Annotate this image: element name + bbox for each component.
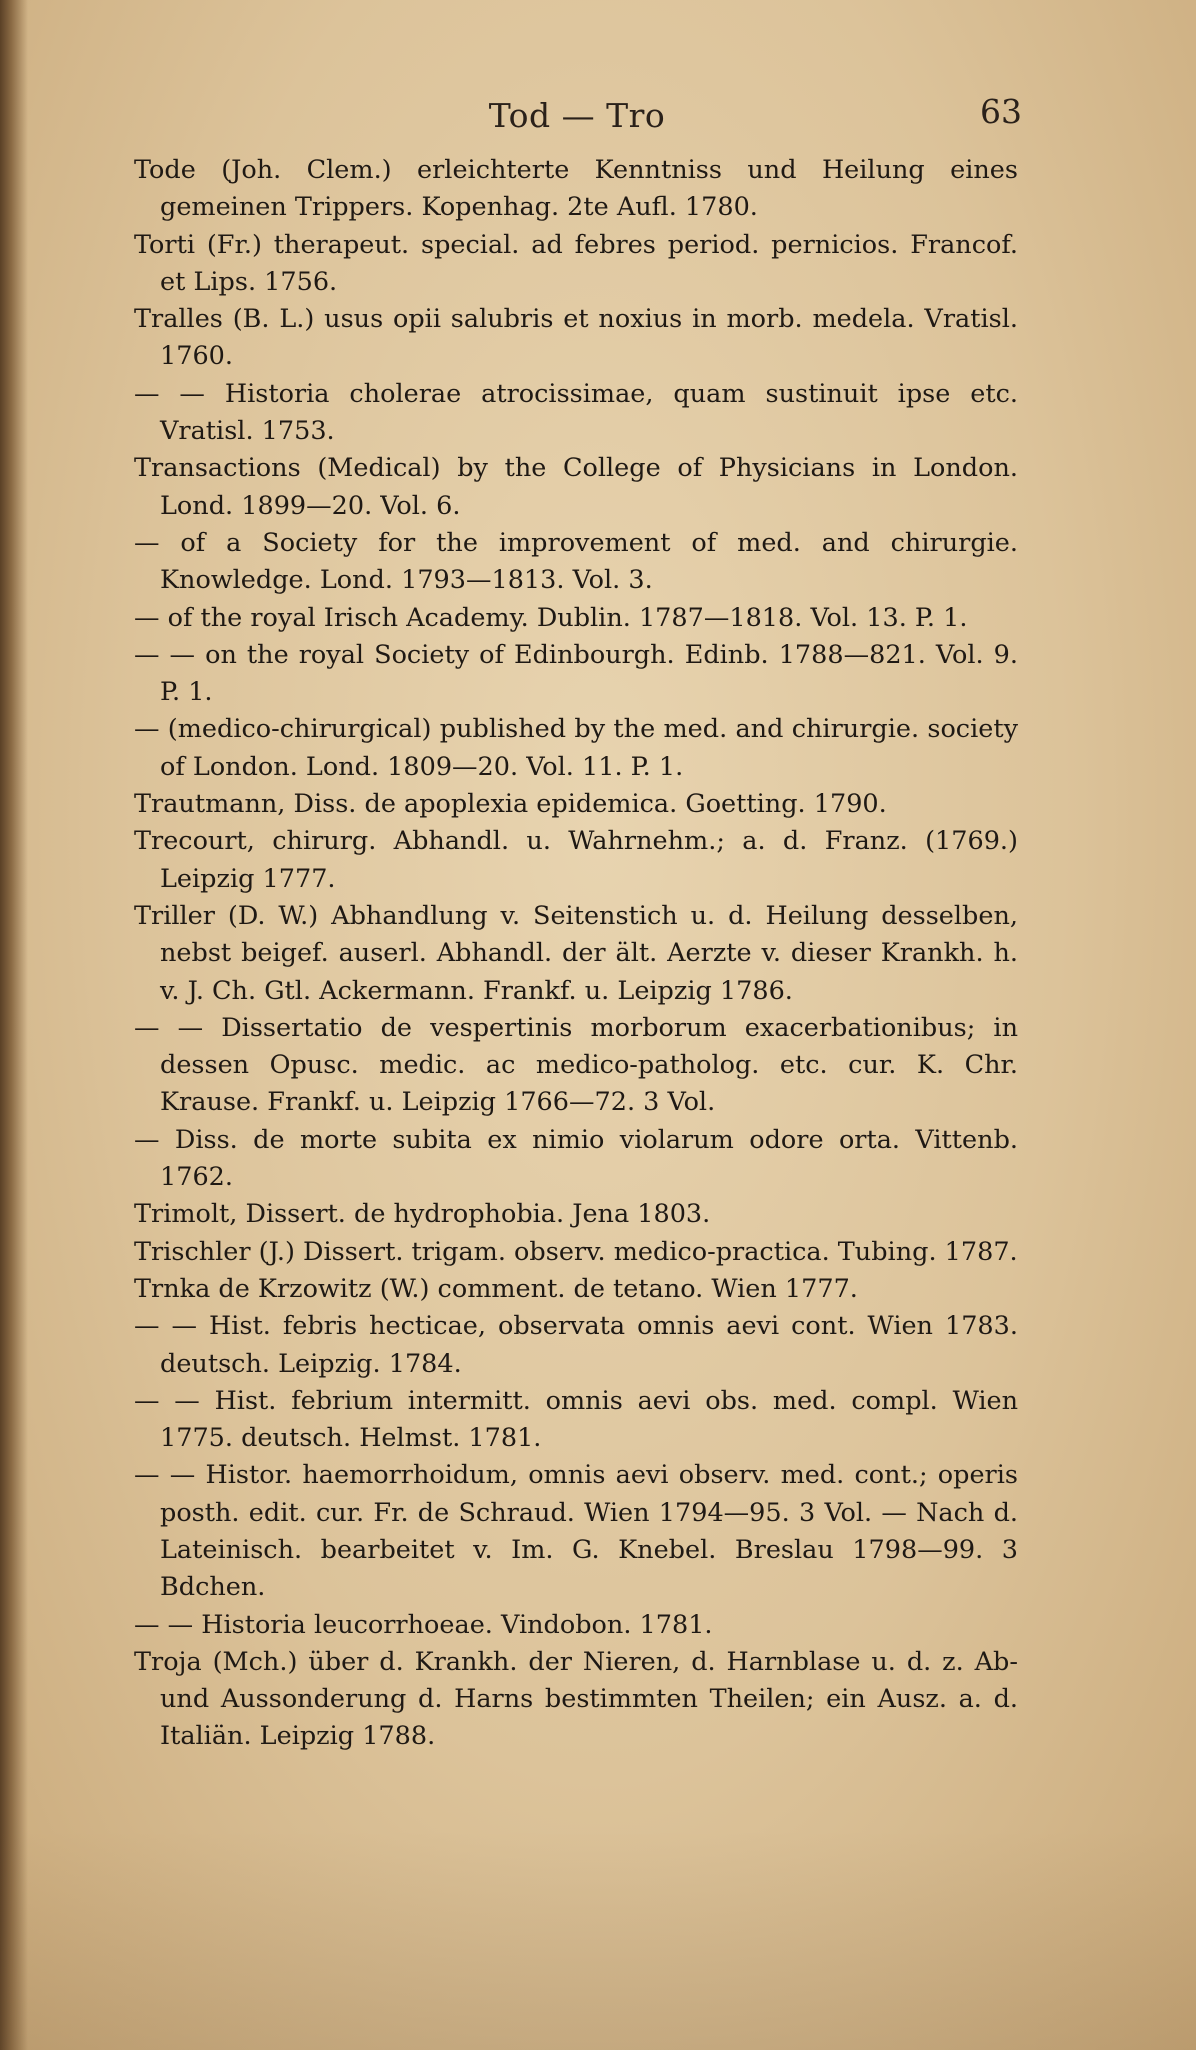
bibliography-entry: Tode (Joh. Clem.) erleichterte Kenntniss und Heilung eines gemeinen Trippers. Kopenhag. 2te Aufl. 1780. — [134, 155, 1018, 223]
bibliography-entry: — — Dissertatio de vespertinis morborum exacerbationibus; in dessen Opusc. medic. ac medico-patholog. etc. cur. K. Chr. Krause. Frankf. u. Leipzig 1766—72. 3 Vol. — [134, 1012, 1018, 1118]
bibliography-entry: — — Historia cholerae atrocissimae, quam sustinuit ipse etc. Vratisl. 1753. — [134, 378, 1018, 447]
bibliography-entry: Transactions (Medical) by the College of Physicians in London. Lond. 1899—20. Vol. 6. — [134, 453, 1018, 521]
page-number: 63 — [980, 92, 1022, 131]
bibliography-entry: Trnka de Krzowitz (W.) comment. de tetano. Wien 1777. — [134, 1273, 858, 1304]
bibliography-entry: — — Histor. haemorrhoidum, omnis aevi observ. med. cont.; operis posth. edit. cur. Fr. de Schraud. Wien 1794—95. 3 Vol. — Nach d. Lateinisch. bearbeitet v. Im. G. Knebel. Breslau 1798—99. 3 Bdchen. — [134, 1460, 1018, 1603]
bibliography-entry: Trautmann, Diss. de apoplexia epidemica. Goetting. 1790. — [134, 789, 887, 820]
bibliography-entry: — — Hist. febris hecticae, observata omnis aevi cont. Wien 1783. deutsch. Leipzig. 1784. — [134, 1311, 1018, 1379]
bibliography-entry: Tralles (B. L.) usus opii salubris et noxius in morb. medela. Vratisl. 1760. — [134, 304, 1018, 372]
bibliography-entry: Trimolt, Dissert. de hydrophobia. Jena 1803. — [134, 1199, 711, 1230]
bibliography-entry: — — Hist. febrium intermitt. omnis aevi obs. med. compl. Wien 1775. deutsch. Helmst. 1781. — [134, 1385, 1018, 1454]
page-header — [132, 92, 1022, 146]
bibliography-list — [134, 152, 1018, 1756]
bibliography-entry: — of the royal Irisch Academy. Dublin. 1787—1818. Vol. 13. P. 1. — [134, 602, 968, 633]
bibliography-entry: Torti (Fr.) therapeut. special. ad febres period. pernicios. Francof. et Lips. 1756. — [134, 229, 1018, 297]
running-head: Tod — Tro — [488, 96, 666, 135]
bibliography-entry: — Diss. de morte subita ex nimio violarum odore orta. Vittenb. 1762. — [134, 1124, 1018, 1193]
bibliography-entry: — — on the royal Society of Edinbourgh. Edinb. 1788—821. Vol. 9. P. 1. — [134, 639, 1018, 708]
bibliography-entry: Trischler (J.) Dissert. trigam. observ. medico-practica. Tubing. 1787. — [134, 1236, 1018, 1267]
bibliography-entry: — (medico-chirurgical) published by the med. and chirurgie. society of London. Lond. 1809—20. Vol. 11. P. 1. — [134, 714, 1018, 782]
bibliography-entry: — — Historia leucorrhoeae. Vindobon. 1781. — [134, 1609, 713, 1640]
bibliography-entry: Trecourt, chirurg. Abhandl. u. Wahrnehm.; a. d. Franz. (1769.) Leipzig 1777. — [134, 826, 1018, 894]
bibliography-entry: Triller (D. W.) Abhandlung v. Seitenstich u. d. Heilung desselben, nebst beigef. auserl. Abhandl. der ält. Aerzte v. dieser Krankh. h. v. J. Ch. Gtl. Ackermann. Frankf. u. Leipzig 1786. — [134, 900, 1018, 1006]
bibliography-entry: — of a Society for the improvement of med. and chirurgie. Knowledge. Lond. 1793—1813. Vol. 3. — [134, 527, 1018, 596]
bibliography-entry: Troja (Mch.) über d. Krankh. der Nieren, d. Harnblase u. d. z. Ab- und Aussonderung d. Harns bestimmten Theilen; ein Ausz. a. d. Italiän. Leipzig 1788. — [134, 1646, 1018, 1752]
